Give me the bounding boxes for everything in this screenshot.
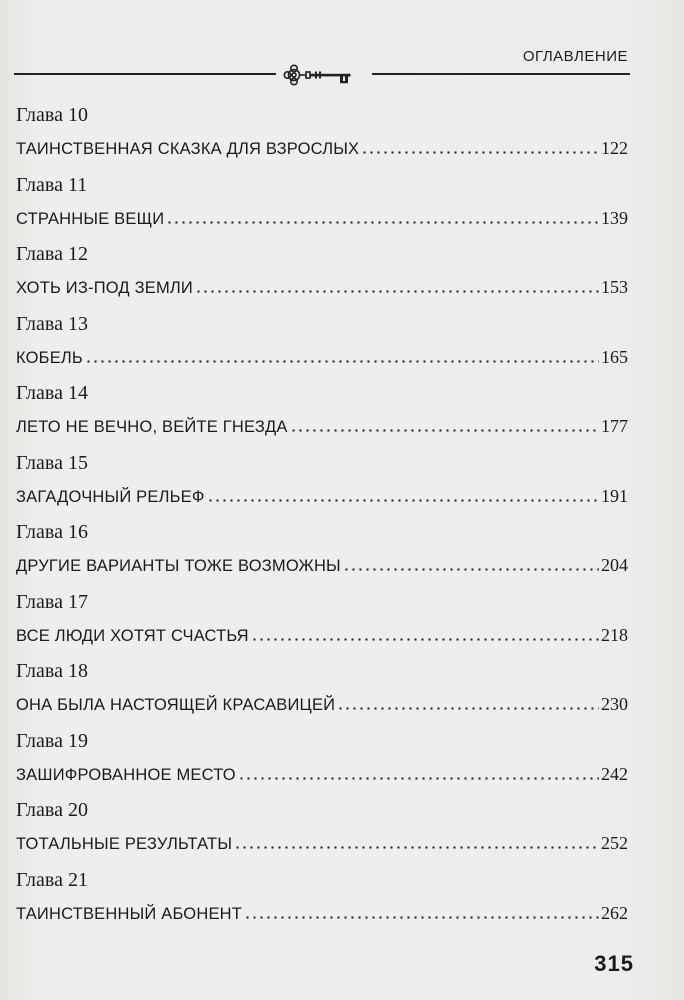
dot-leader [207, 499, 599, 502]
dot-leader [166, 221, 599, 224]
page-reference: 230 [601, 694, 628, 714]
chapter-number: Глава 14 [16, 382, 88, 404]
chapter-number: Глава 17 [16, 590, 88, 613]
chapter-title: ЗАШИФРОВАННОЕ МЕСТО [16, 765, 236, 784]
toc-entry [16, 798, 628, 868]
chapter-title: ХОТЬ ИЗ-ПОД ЗЕМЛИ [16, 279, 193, 297]
dot-leader [234, 846, 599, 849]
chapter-title: ТАИНСТВЕННЫЙ АБОНЕНТ [16, 904, 243, 923]
page-reference: 191 [601, 485, 628, 506]
chapter-number: Глава 16 [16, 521, 88, 543]
toc-entry [16, 451, 628, 521]
dot-leader [361, 151, 599, 154]
toc-line [16, 136, 628, 160]
chapter-title: ВСЕ ЛЮДИ ХОТЯТ СЧАСТЬЯ [16, 626, 249, 645]
page-reference: 165 [601, 346, 628, 367]
chapter-title: ЛЕТО НЕ ВЕЧНО, ВЕЙТЕ ГНЕЗДА [16, 418, 288, 436]
chapter-title: ОНА БЫЛА НАСТОЯЩЕЙ КРАСАВИЦЕЙ [16, 696, 336, 714]
toc-line [16, 275, 628, 299]
toc-entry [16, 868, 628, 938]
toc-entry [16, 242, 628, 312]
page-reference: 153 [601, 277, 628, 297]
chapter-number: Глава 19 [16, 729, 88, 752]
chapter-number: Глава 15 [16, 451, 88, 474]
page-reference: 242 [601, 763, 628, 784]
chapter-title: ЗАГАДОЧНЫЙ РЕЛЬЕФ [16, 487, 205, 506]
toc-entry [16, 103, 628, 173]
dot-leader [85, 360, 599, 363]
toc-line [16, 623, 628, 647]
page-reference: 139 [601, 207, 628, 228]
table-of-contents [16, 103, 628, 937]
toc-line [16, 414, 628, 438]
page-reference: 218 [601, 624, 628, 645]
chapter-number: Глава 12 [16, 243, 88, 265]
dot-leader [337, 707, 599, 710]
dot-leader [290, 429, 599, 432]
chapter-number: Глава 20 [16, 799, 88, 821]
chapter-number: Глава 18 [16, 660, 88, 682]
toc-entry [16, 312, 628, 382]
chapter-title: ТАИНСТВЕННАЯ СКАЗКА ДЛЯ ВЗРОСЛЫХ [16, 140, 360, 158]
page-reference: 122 [601, 138, 628, 158]
chapter-title: СТРАННЫЕ ВЕЩИ [16, 209, 165, 228]
chapter-number: Глава 11 [16, 173, 88, 196]
dot-leader [195, 290, 599, 293]
chapter-title: ДРУГИЕ ВАРИАНТЫ ТОЖЕ ВОЗМОЖНЫ [16, 557, 341, 575]
page-reference: 204 [601, 555, 628, 575]
page-reference: 262 [601, 902, 628, 923]
chapter-title: КОБЕЛЬ [16, 348, 83, 367]
toc-line [16, 762, 628, 786]
toc-line [16, 206, 628, 230]
toc-entry [16, 173, 628, 243]
chapter-number: Глава 21 [16, 868, 88, 891]
toc-line [16, 831, 628, 855]
toc-line [16, 901, 628, 925]
dot-leader [343, 568, 599, 571]
toc-entry [16, 590, 628, 660]
toc-line [16, 553, 628, 577]
chapter-number: Глава 10 [16, 104, 88, 126]
toc-line [16, 345, 628, 369]
toc-entry [16, 729, 628, 799]
page-reference: 177 [601, 416, 628, 436]
chapter-title: ТОТАЛЬНЫЕ РЕЗУЛЬТАТЫ [16, 835, 233, 853]
toc-entry [16, 381, 628, 451]
toc-line [16, 484, 628, 508]
dot-leader [238, 777, 599, 780]
toc-entry [16, 659, 628, 729]
toc-entry [16, 520, 628, 590]
dot-leader [244, 916, 599, 919]
key-icon [276, 63, 372, 87]
page-reference: 252 [601, 833, 628, 853]
page-number: 315 [594, 951, 634, 976]
chapter-number: Глава 13 [16, 312, 88, 335]
dot-leader [251, 638, 599, 641]
toc-line [16, 692, 628, 716]
running-title: ОГЛАВЛЕНИЕ [522, 48, 628, 65]
